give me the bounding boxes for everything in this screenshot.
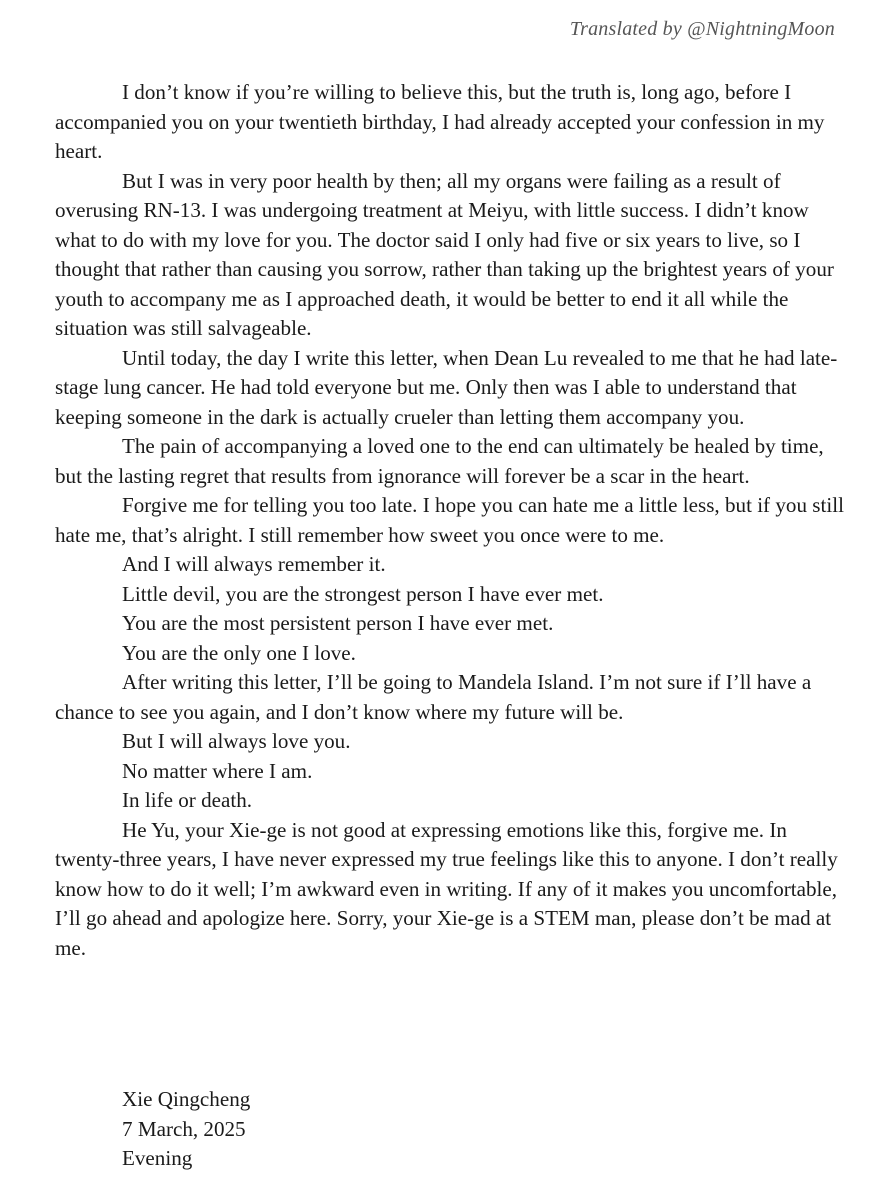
letter-body (55, 78, 845, 963)
letter-paragraph: He Yu, your Xie-ge is not good at expressing emotions like this, forgive me. In twenty-three years, I have never expressed my true feelings like this to anyone. I don’t really know how to do it well; I’m awkward even in writing. If any of it makes you uncomfortable, I’ll go ahead and apologize here. Sorry, your Xie-ge is a STEM man, please don’t be mad at me. (55, 817, 838, 960)
letter-paragraph: Until today, the day I write this letter, when Dean Lu revealed to me that he had late-stage lung cancer. He had told everyone but me. Only then was I able to understand that keeping someone in the dark is actually crueler than letting them accompany you. (55, 345, 838, 429)
letter-paragraph: You are the most persistent person I have ever met. (122, 611, 554, 635)
letter-paragraph: But I was in very poor health by then; all my organs were failing as a result of overusing RN-13. I was undergoing treatment at Meiyu, with little success. I didn’t know what to do with my love for you. The doctor said I only had five or six years to live, so I thought that rather than causing you sorrow, rather than taking up the brightest years of your youth to accompany me as I approached death, it would be better to end it all while the situation was still salvageable. (55, 168, 834, 340)
letter-paragraph: Little devil, you are the strongest person I have ever met. (122, 581, 604, 606)
signature-date: 7 March, 2025 (122, 1116, 246, 1141)
letter-paragraph: After writing this letter, I’ll be going to Mandela Island. I’m not sure if I’ll have a chance to see you again, and I don’t know where my future will be. (55, 670, 812, 724)
signature-time: Evening (122, 1146, 193, 1170)
letter-paragraph: In life or death. (122, 788, 253, 812)
letter-paragraph: The pain of accompanying a loved one to the end can ultimately be healed by time, but the lasting regret that results from ignorance will forever be a scar in the heart. (55, 434, 824, 488)
letter-paragraph: No matter where I am. (122, 758, 313, 783)
signature-name: Xie Qingcheng (122, 1087, 251, 1111)
letter-paragraph: You are the only one I love. (122, 640, 356, 665)
letter-paragraph: And I will always remember it. (122, 552, 386, 576)
letter-paragraph: I don’t know if you’re willing to believe this, but the truth is, long ago, before I accompanied you on your twentieth birthday, I had already accepted your confession in my heart. (55, 80, 825, 163)
letter-paragraph: But I will always love you. (122, 729, 351, 753)
letter-paragraph: Forgive me for telling you too late. I hope you can hate me a little less, but if you still hate me, that’s alright. I still remember how sweet you once were to me. (55, 493, 844, 547)
signature-block (122, 1085, 250, 1174)
translator-credit: Translated by @NightningMoon (569, 18, 835, 40)
